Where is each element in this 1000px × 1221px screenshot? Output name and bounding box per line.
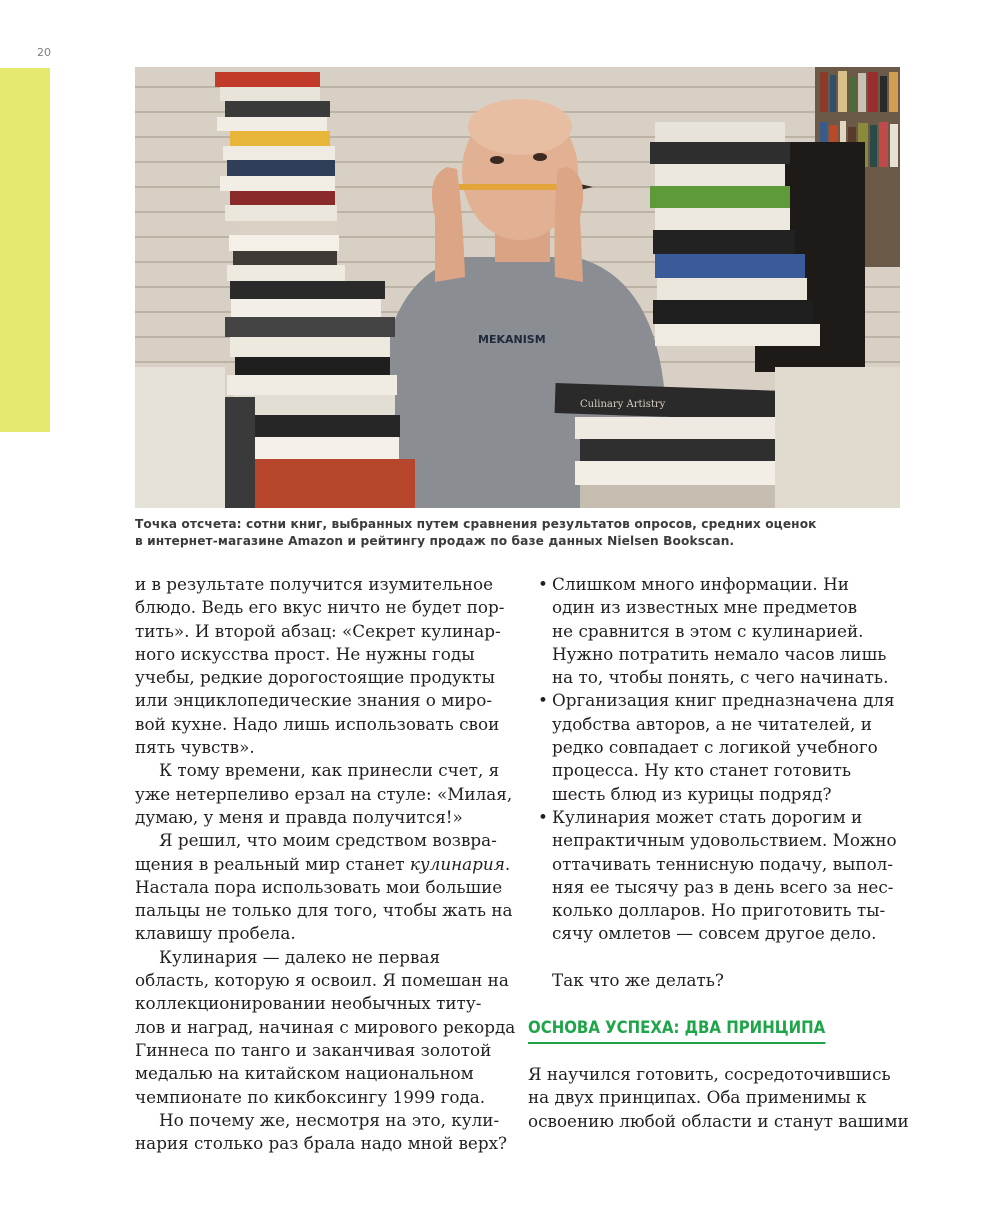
text-line: лов и наград, начиная с мирового рекорда — [135, 1016, 516, 1037]
text-line: Гиннеса по танго и заканчивая золотой — [135, 1039, 492, 1060]
text-line: не сравнится в этом с кулинарией. — [552, 620, 864, 641]
text-line: колько долларов. Но приготовить ты- — [552, 900, 886, 921]
right-text-column — [528, 573, 908, 992]
text-line: на то, чтобы понять, с чего начинать. — [552, 667, 889, 688]
text-line: шесть блюд из курицы подряд? — [552, 783, 832, 804]
text-line: тить». И второй абзац: «Секрет кулинар- — [135, 620, 501, 641]
caption-line: в интернет-магазине Amazon и рейтингу продаж по базе данных Nielsen Bookscan. — [135, 534, 735, 548]
bullet-item — [528, 573, 908, 689]
text-line: процесса. Ну кто станет готовить — [552, 760, 852, 781]
shirt-text: MEKANISM — [478, 333, 546, 346]
text-line: сячу омлетов — совсем другое дело. — [552, 923, 877, 944]
text-line: на двух принципах. Оба применимы к — [528, 1087, 867, 1108]
text-line: оттачивать теннисную подачу, выпол- — [552, 853, 894, 874]
text-line: нария столько раз брала надо мной верх? — [135, 1133, 508, 1154]
text-span: щения в реальный мир станет — [135, 853, 410, 874]
text-line: няя ее тысячу раз в день всего за нес- — [552, 876, 894, 897]
book-spine-text: Culinary Artistry — [580, 399, 666, 410]
left-text-column — [135, 573, 516, 1155]
photo-man-with-books — [135, 67, 900, 508]
text-line: один из известных мне предметов — [552, 597, 858, 618]
bullet-marker: • — [538, 574, 548, 594]
text-line: и в результате получится изумительное — [135, 574, 494, 594]
text-line: редко совпадает с логикой учебного — [552, 737, 878, 758]
text-line: удобства авторов, а не читателей, и — [552, 713, 872, 734]
text-line: блюдо. Ведь его вкус ничто не будет пор- — [135, 597, 505, 618]
text-line: думаю, у меня и правда получится!» — [135, 806, 463, 827]
text-line: Но почему же, несмотря на это, кули- — [159, 1109, 500, 1130]
text-span: Кулинария может стать дорогим и — [552, 806, 863, 827]
bullet-first-line — [528, 689, 908, 712]
text-line: пальцы не только для того, чтобы жать на — [135, 900, 513, 921]
bullet-item — [528, 689, 908, 805]
accent-side-bar — [0, 68, 50, 432]
text-line: учебы, редкие дорогостоящие продукты — [135, 667, 495, 688]
text-line-with-emphasis — [135, 853, 510, 876]
caption-line: Точка отсчета: сотни книг, выбранных путем сравнения результатов опросов, средних оценок — [135, 517, 817, 531]
text-line: чемпионате по кикбоксингу 1999 года. — [135, 1086, 486, 1107]
text-line: пять чувств». — [135, 737, 255, 758]
section-heading: ОСНОВА УСПЕХА: ДВА ПРИНЦИПА — [528, 1018, 825, 1044]
text-span: . — [504, 853, 511, 874]
text-line: К тому времени, как принесли счет, я — [159, 760, 500, 781]
bullet-first-line — [528, 573, 908, 596]
text-line: Я решил, что моим средством возвра- — [159, 830, 497, 851]
text-line: вой кухне. Надо лишь использовать свои — [135, 713, 500, 734]
text-line: ного искусства прост. Не нужны годы — [135, 643, 475, 664]
photo-caption — [135, 516, 915, 550]
text-span: Организация книг предназначена для — [552, 690, 895, 711]
text-span: Слишком много информации. Ни — [552, 574, 849, 594]
text-line: Настала пора использовать мои большие — [135, 876, 503, 897]
bullet-first-line — [528, 806, 908, 829]
page-number: 20 — [37, 46, 51, 59]
text-line: уже нетерпеливо ерзал на стуле: «Милая, — [135, 783, 513, 804]
text-line: Нужно потратить немало часов лишь — [552, 643, 887, 664]
text-line: коллекционировании необычных титу- — [135, 993, 482, 1014]
text-line: медалью на китайском национальном — [135, 1063, 474, 1084]
text-line: или энциклопедические знания о миро- — [135, 690, 492, 711]
text-line: Я научился готовить, сосредоточившись — [528, 1064, 891, 1084]
bullet-marker: • — [538, 690, 548, 711]
paragraph-spacer — [528, 946, 908, 969]
bullet-item — [528, 806, 908, 946]
text-line: непрактичным удовольствием. Можно — [552, 830, 897, 851]
text-line: клавишу пробела. — [135, 923, 296, 944]
text-line: область, которую я освоил. Я помешан на — [135, 970, 509, 991]
closing-question: Так что же делать? — [552, 970, 724, 991]
bullet-marker: • — [538, 806, 548, 827]
photo-illustration — [135, 67, 900, 508]
emphasis-word: кулинария — [409, 853, 505, 874]
text-line: освоению любой области и станут вашими — [528, 1110, 909, 1131]
text-line: Кулинария — далеко не первая — [159, 946, 441, 967]
section-text — [528, 1063, 908, 1133]
